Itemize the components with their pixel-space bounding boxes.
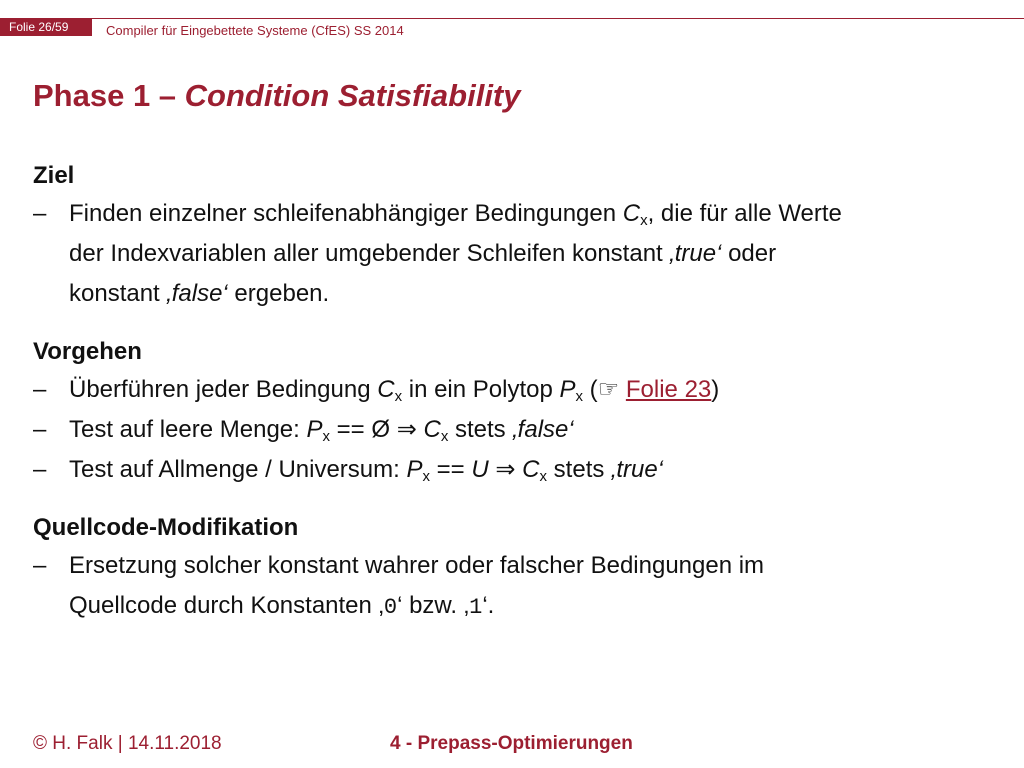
math-sub-x: x: [539, 468, 548, 485]
bullet-text: Überführen jeder Bedingung: [69, 376, 378, 403]
slide-title-prefix: Phase 1 –: [33, 78, 185, 113]
math-p: P: [559, 376, 576, 403]
section-heading-vorgehen: Vorgehen: [33, 338, 142, 365]
bullet-text: Quellcode durch Konstanten ‚: [69, 592, 384, 619]
bullet-text: , die für alle Werte: [647, 200, 842, 227]
bullet-text: ⇒: [488, 456, 523, 483]
bullet-text: (: [583, 376, 598, 403]
slide-header: [0, 0, 1024, 40]
bullet-text: Ersetzung solcher konstant wahrer oder falscher Bedingungen im: [69, 552, 765, 579]
section-vorgehen: [33, 334, 993, 490]
math-c: C: [423, 416, 441, 443]
math-c: C: [377, 376, 395, 403]
pointing-hand-icon: ☞: [597, 376, 620, 403]
bullet-text: Test auf Allmenge / Universum:: [69, 456, 407, 483]
math-c: C: [622, 200, 641, 227]
bullet-text: konstant: [69, 280, 167, 307]
bullet-item: [33, 370, 993, 410]
section-ziel: [33, 158, 993, 314]
code-one: 1: [469, 595, 483, 620]
section-heading-quellcode: Quellcode-Modifikation: [33, 514, 299, 541]
term-false: ‚false‘: [166, 280, 228, 307]
folie-23-link[interactable]: Folie 23: [625, 376, 712, 403]
bullet-text: Test auf leere Menge:: [69, 416, 307, 443]
footer-author-date: © H. Falk | 14.11.2018: [33, 733, 222, 754]
bullet-dash: –: [33, 416, 47, 443]
term-true: ‚true‘: [611, 456, 664, 483]
bullet-text: == Ø ⇒: [329, 416, 424, 443]
bullet-dash: –: [33, 376, 47, 403]
bullet-text: ergeben.: [227, 280, 330, 307]
math-sub-x: x: [394, 388, 403, 405]
header-rule: [0, 18, 1024, 19]
bullet-item: [33, 194, 993, 314]
bullet-text: ‘ bzw. ‚: [397, 592, 470, 619]
course-title: Compiler für Eingebettete Systeme (CfES) SS 2014: [106, 23, 404, 38]
bullet-text: ): [711, 376, 720, 403]
bullet-dash: –: [33, 552, 47, 579]
slide-title: [33, 78, 521, 114]
bullet-item: [33, 410, 993, 450]
term-false: ‚false‘: [512, 416, 574, 443]
math-sub-x: x: [440, 428, 449, 445]
bullet-text: ==: [430, 456, 472, 483]
math-sub-x: x: [575, 388, 584, 405]
slide-title-italic: Condition Satisfiability: [184, 78, 521, 113]
section-quellcode: [33, 510, 993, 628]
bullet-dash: –: [33, 456, 47, 483]
bullet-text: oder: [721, 240, 777, 267]
math-p: P: [406, 456, 423, 483]
section-heading-ziel: Ziel: [33, 162, 75, 189]
bullet-item: [33, 546, 993, 628]
math-u: U: [471, 456, 489, 483]
bullet-text: der Indexvariablen aller umgebender Schleifen konstant: [69, 240, 670, 267]
bullet-text: stets: [547, 456, 612, 483]
bullet-dash: –: [33, 200, 47, 227]
bullet-text: in ein Polytop: [402, 376, 560, 403]
bullet-text: Finden einzelner schleifenabhängiger Bedingungen: [69, 200, 623, 227]
math-c: C: [522, 456, 540, 483]
bullet-text: ‘.: [482, 592, 495, 619]
math-sub-x: x: [322, 428, 330, 445]
footer-chapter: 4 - Prepass-Optimierungen: [390, 733, 633, 754]
math-sub-x: x: [422, 468, 430, 485]
slide-number-badge: Folie 26/59: [0, 19, 92, 36]
bullet-item: [33, 450, 993, 490]
term-true: ‚true‘: [669, 240, 722, 267]
code-zero: 0: [383, 595, 398, 620]
math-p: P: [306, 416, 323, 443]
math-sub-x: x: [640, 212, 648, 229]
slide-content: [33, 158, 993, 628]
slide-footer: [0, 733, 1024, 763]
bullet-text: stets: [448, 416, 513, 443]
